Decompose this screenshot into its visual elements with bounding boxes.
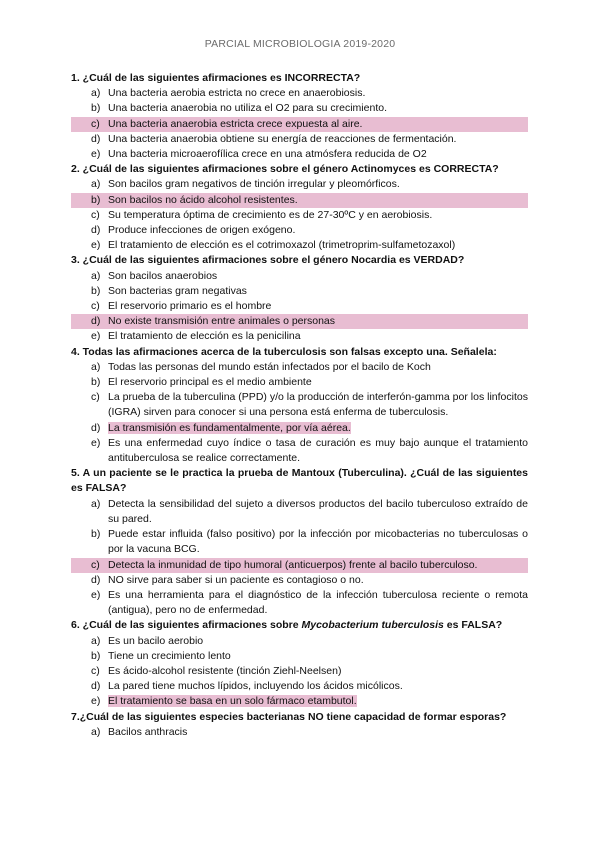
question-3-options [71, 269, 528, 345]
option: e) El tratamiento de elección es el cotrimoxazol (trimetroprim-sulfametozaxol) [91, 239, 456, 252]
page-header: PARCIAL MICROBIOLOGIA 2019-2020 [204, 38, 396, 50]
option: b) Son bacterias gram negativas [91, 284, 247, 297]
option: e) El tratamiento se basa en un solo fármaco etambutol. [91, 695, 357, 708]
option: d) Produce infecciones de origen exógeno. [91, 224, 296, 237]
option: b) Puede estar influida (falso positivo) por la infección por micobacterias no tuberculosas o por la vacuna BCG. [91, 528, 528, 556]
option: c) El reservorio primario es el hombre [91, 300, 272, 313]
question-2-options [71, 177, 528, 253]
question-6-options [71, 634, 528, 710]
option-highlighted: b) Son bacilos no ácido alcohol resistentes. [71, 193, 528, 208]
question-7: 7.¿Cuál de las siguientes especies bacterianas NO tiene capacidad de formar esporas? [71, 710, 507, 723]
option: a) Es un bacilo aerobio [91, 634, 204, 647]
option: e) Es una enfermedad cuyo índice o tasa de curación es muy bajo aunque el tratamiento antituberculosa se realice correctamente. [91, 436, 528, 465]
option-highlighted: c) Una bacteria anaerobia estricta crece expuesta al aire. [71, 117, 528, 132]
question-1-options [71, 86, 528, 162]
question-5: 5. A un paciente se le practica la prueba de Mantoux (Tuberculina). ¿Cuál de las siguientes es FALSA? [71, 467, 528, 495]
option: b) El reservorio principal es el medio ambiente [91, 376, 312, 389]
option-highlighted: d) No existe transmisión entre animales o personas [71, 314, 528, 329]
option: e) Una bacteria microaerofílica crece en una atmósfera reducida de O2 [91, 148, 427, 161]
option: d) NO sirve para saber si un paciente es contagioso o no. [91, 573, 364, 586]
option: a) Una bacteria aerobia estricta no crece en anaerobiosis. [91, 87, 366, 100]
option: a) Detecta la sensibilidad del sujeto a diversos productos del bacilo tuberculoso extraído de su pared. [91, 497, 528, 525]
option: a) Bacilos anthracis [91, 725, 188, 738]
question-7-options [71, 725, 528, 740]
question-2: 2. ¿Cuál de las siguientes afirmaciones sobre el género Actinomyces es CORRECTA? [71, 163, 499, 176]
question-1: 1. ¿Cuál de las siguientes afirmaciones es INCORRECTA? [71, 72, 361, 84]
option-highlighted: c) Detecta la inmunidad de tipo humoral (anticuerpos) frente al bacilo tuberculoso. [71, 558, 528, 573]
question-3: 3. ¿Cuál de las siguientes afirmaciones sobre el género Nocardia es VERDAD? [71, 254, 465, 267]
option: e) El tratamiento de elección es la penicilina [91, 330, 301, 343]
option: c) La prueba de la tuberculina (PPD) y/o la producción de interferón-gamma por los linfocitos (IGRA) sirven para conocer si una persona está enferma de tuberculosis. [91, 391, 528, 419]
option: d) La pared tiene muchos lípidos, incluyendo los ácidos micólicos. [91, 680, 403, 693]
option: b) Una bacteria anaerobia no utiliza el O2 para su crecimiento. [91, 102, 387, 115]
option: d) Una bacteria anaerobia obtiene su energía de reacciones de fermentación. [91, 132, 457, 145]
question-5-options [71, 497, 528, 619]
option: a) Todas las personas del mundo están infectados por el bacilo de Koch [91, 360, 431, 373]
option: c) Su temperatura óptima de crecimiento es de 27-30ºC y en aerobiosis. [91, 208, 433, 221]
option: d) La transmisión es fundamentalmente, por vía aérea. [91, 421, 351, 434]
option: c) Es ácido-alcohol resistente (tinción Ziehl-Neelsen) [91, 664, 342, 677]
question-4: 4. Todas las afirmaciones acerca de la tuberculosis son falsas excepto una. Señalela: [71, 345, 497, 358]
exam-content [71, 71, 528, 740]
question-4-options [71, 360, 528, 466]
option: a) Son bacilos gram negativos de tinción irregular y pleomórficos. [91, 178, 400, 191]
question-6: 6. ¿Cuál de las siguientes afirmaciones sobre Mycobacterium tuberculosis es FALSA? [71, 619, 503, 632]
option: b) Tiene un crecimiento lento [91, 649, 231, 662]
option: a) Son bacilos anaerobios [91, 269, 218, 282]
option: e) Es una herramienta para el diagnóstico de la infección tuberculosa reciente o remota (antigua), pero no de enfermedad. [91, 588, 528, 617]
